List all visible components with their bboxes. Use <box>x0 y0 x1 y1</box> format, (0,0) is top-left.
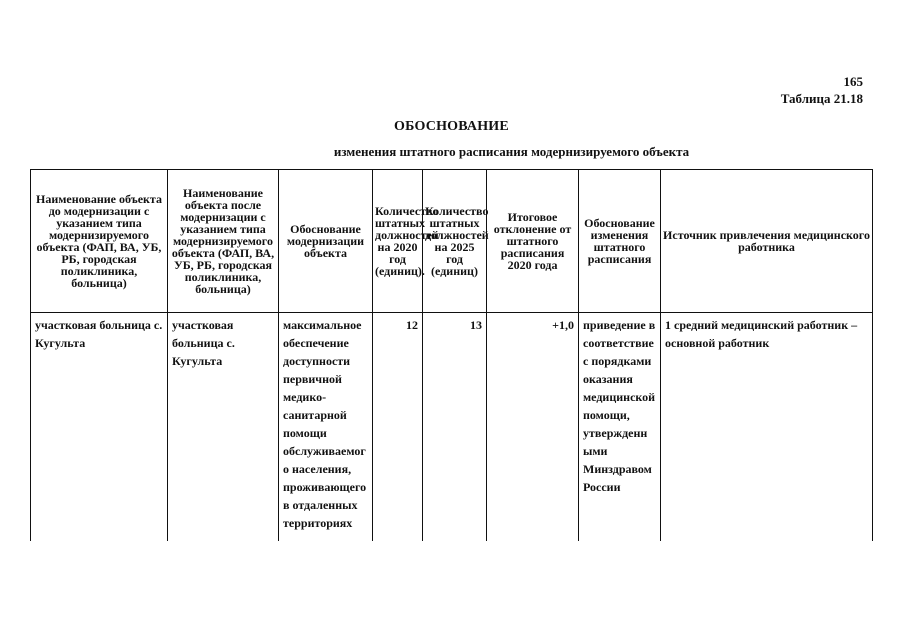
cell-object-after: участковая больница с. Кугульта <box>168 313 279 542</box>
cell-change-justification: приведение в соответствие с порядками оказания медицинской помощи, утвержденными Минздравом России <box>579 313 661 542</box>
cell-staff-2025: 13 <box>423 313 487 542</box>
header-deviation: Итоговое отклонение от штатного расписания 2020 года <box>487 170 579 313</box>
header-staff-2020: Количество штатных должностей на 2020 год (единиц). <box>373 170 423 313</box>
document-title: ОБОСНОВАНИЕ <box>394 119 509 134</box>
staffing-table <box>30 169 873 541</box>
header-modernization-justification: Обоснование модернизации объекта <box>279 170 373 313</box>
table-header-row <box>31 170 873 313</box>
cell-modernization-justification: максимальное обеспечение доступности первичной медико-санитарной помощи обслуживаемого населения, проживающего в отдаленных территориях <box>279 313 373 542</box>
header-staff-2025: Количество штатных должностей на 2025 год (единиц) <box>423 170 487 313</box>
header-object-after: Наименование объекта после модернизации с указанием типа модернизируемого объекта (ФАП, ВА, УБ, РБ, городская поликлиника, больница) <box>168 170 279 313</box>
cell-deviation: +1,0 <box>487 313 579 542</box>
document-subtitle: изменения штатного расписания модернизируемого объекта <box>333 144 690 159</box>
header-object-before: Наименование объекта до модернизации с указанием типа модернизируемого объекта (ФАП, ВА, УБ, РБ, городская поликлиника, больница) <box>31 170 168 313</box>
header-change-justification: Обоснование изменения штатного расписания <box>579 170 661 313</box>
page-number: 165 <box>843 74 863 89</box>
table-row <box>31 313 873 542</box>
cell-object-before: участковая больница с. Кугульта <box>31 313 168 542</box>
header-source: Источник привлечения медицинского работника <box>661 170 873 313</box>
cell-source: 1 средний медицинский работник – основной работник <box>661 313 873 542</box>
table-id: Таблица 21.18 <box>780 91 863 106</box>
cell-staff-2020: 12 <box>373 313 423 542</box>
